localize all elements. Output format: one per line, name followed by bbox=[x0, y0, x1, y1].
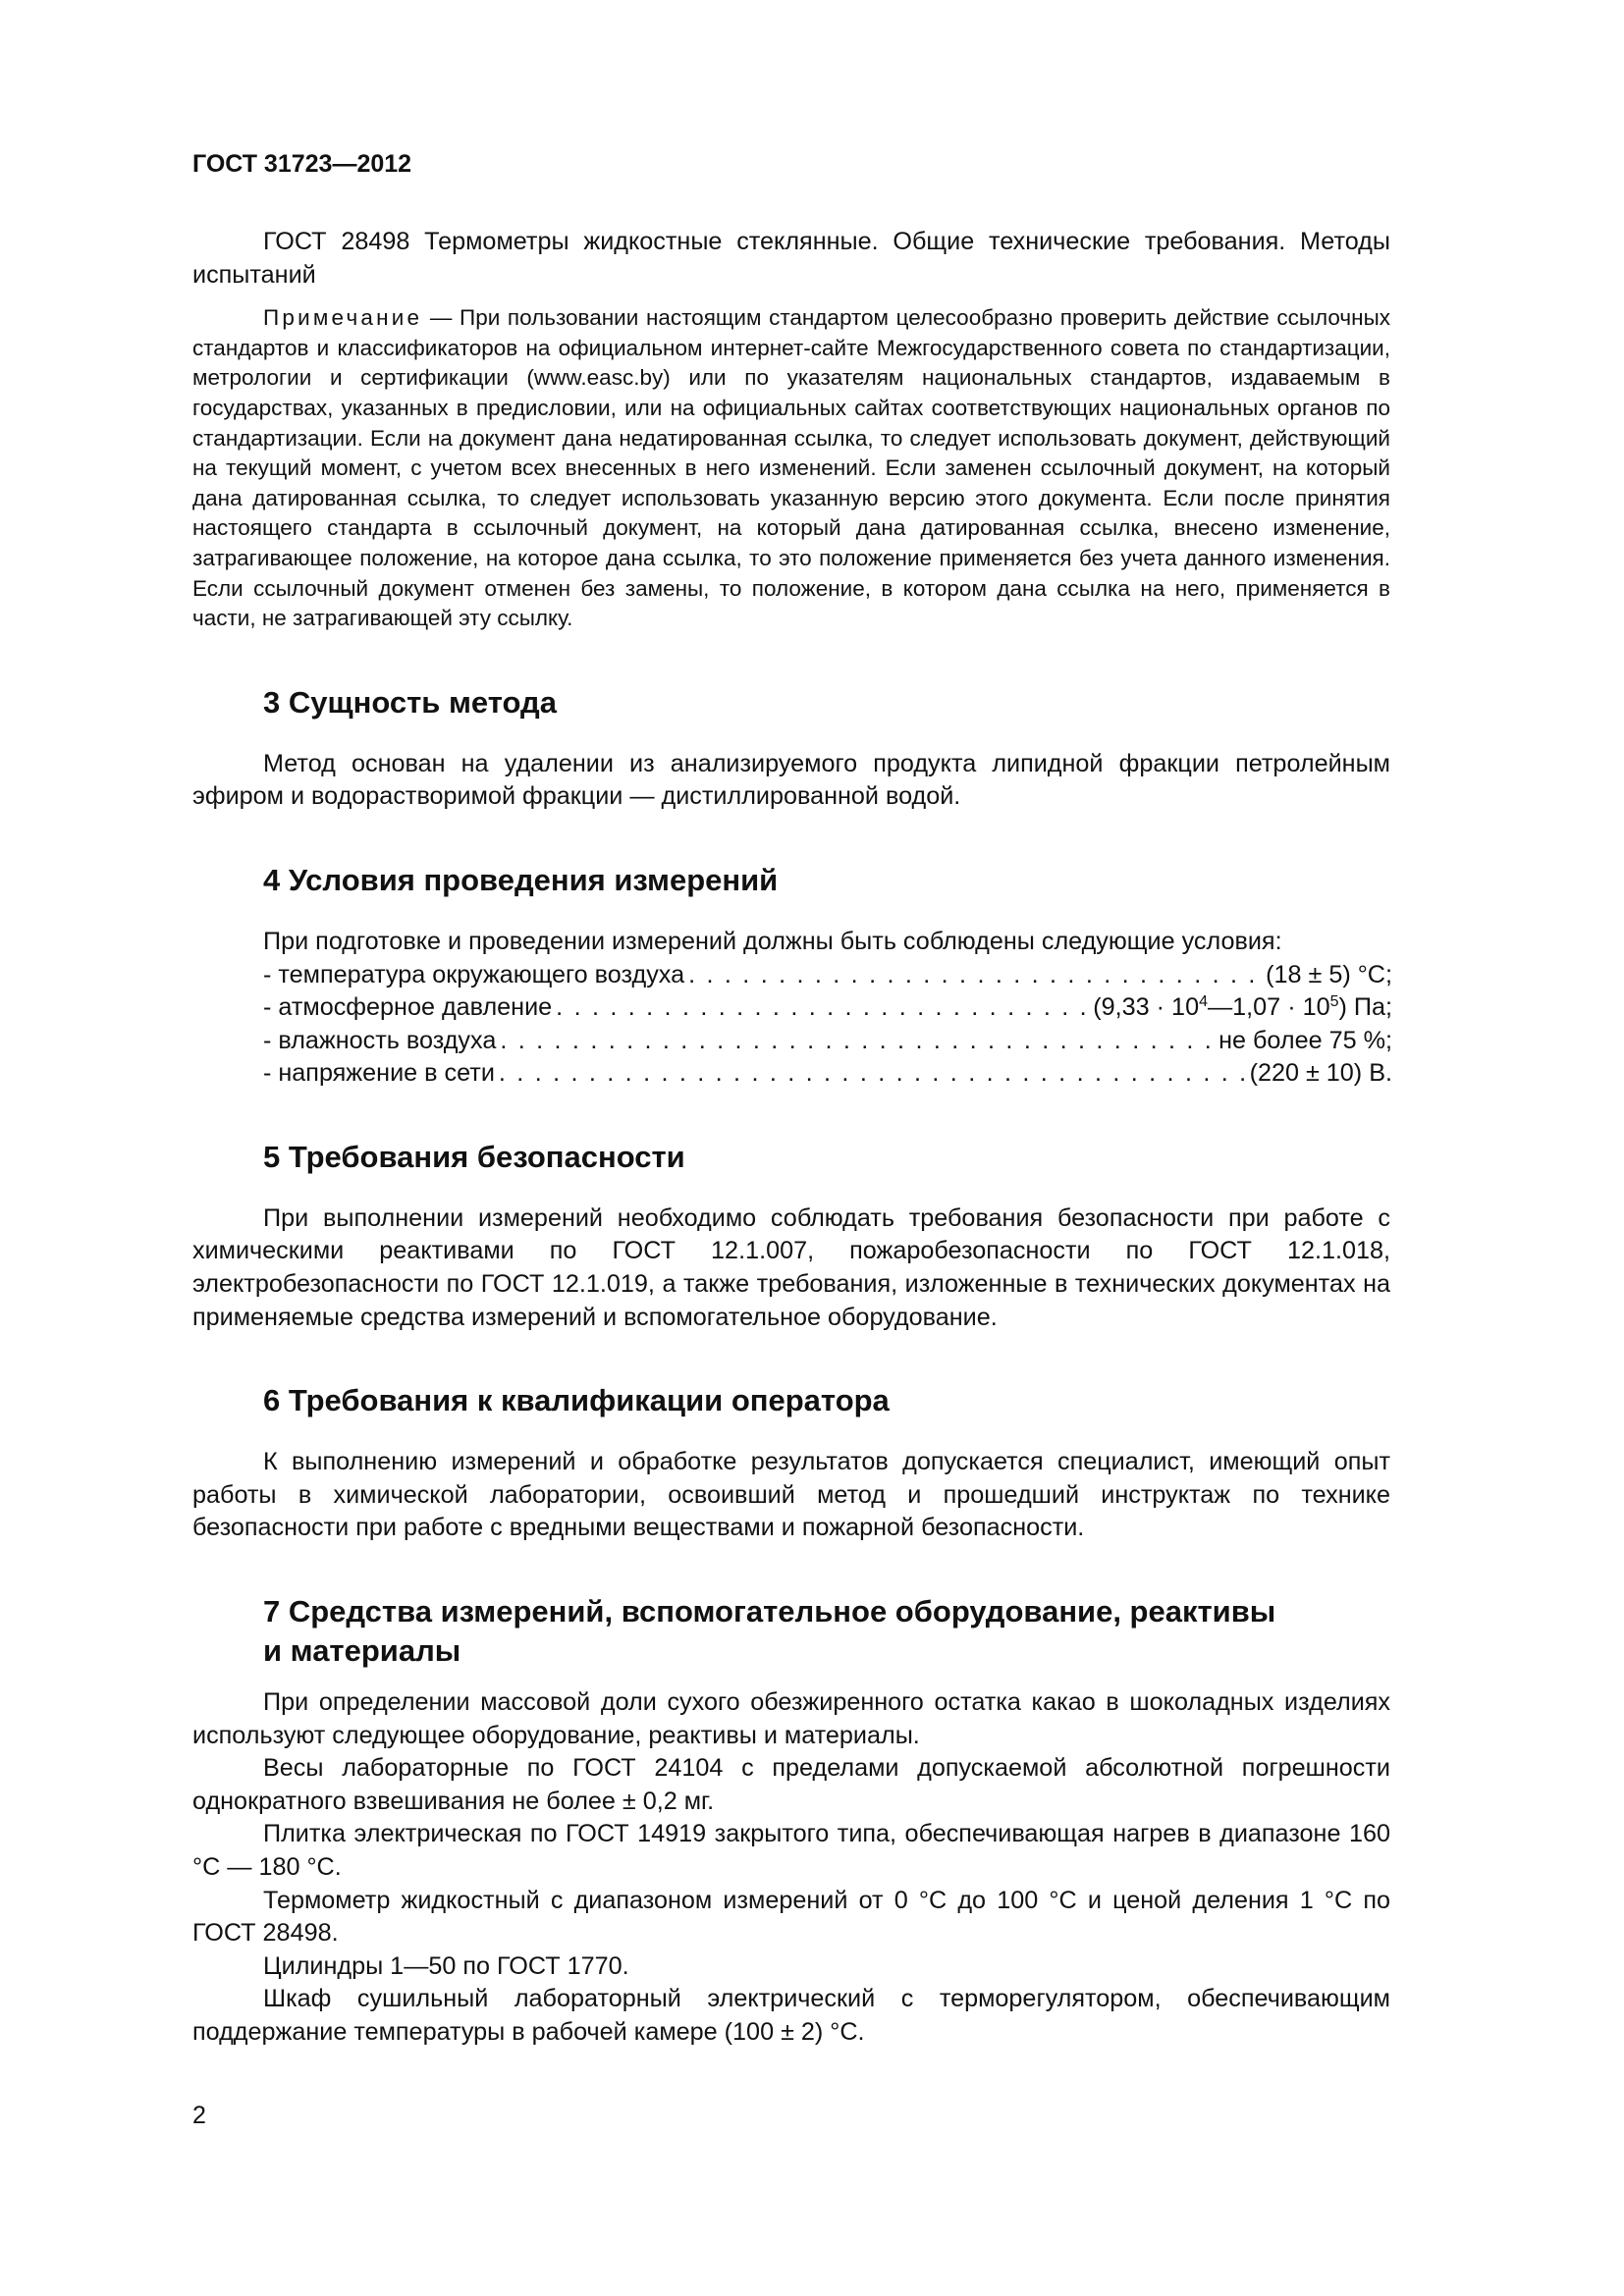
condition-value: $(9,33 \cdot 10^4—1,07 \cdot 10^5)$ Па; bbox=[1093, 993, 1392, 1022]
section-5-text: При выполнении измерений необходимо соблюдать требования безопасности при работе с химическими реактивами по ГОСТ 12.1.007, пожаробезопасности по ГОСТ 12.1.018, электробезопасности по ГОСТ 12.1.019, а также требования, изложенные в технических документах на применяемые средства измерений и вспомогательное оборудование. bbox=[192, 1203, 1390, 1331]
page-number: 2 bbox=[192, 2102, 206, 2129]
condition-label: - температура окружающего воздуха bbox=[263, 960, 685, 988]
section-7-paragraph: Термометр жидкостный с диапазоном измерений от 0 °С до 100 °С и ценой деления 1 °С по ГОСТ 28498. bbox=[192, 1886, 1390, 1948]
section-7-paragraph: Плитка электрическая по ГОСТ 14919 закрытого типа, обеспечивающая нагрев в диапазоне 160 °С — 180 °С. bbox=[192, 1820, 1390, 1881]
section-7-paragraph: При определении массовой доли сухого обезжиренного остатка какао в шоколадных изделиях используют следующее оборудование, реактивы и материалы. bbox=[192, 1688, 1390, 1749]
dot-leader bbox=[552, 991, 1093, 1025]
conditions-intro: При подготовке и проведении измерений должны быть соблюдены следующие условия: bbox=[263, 927, 1282, 955]
condition-label: - атмосферное давление bbox=[263, 993, 553, 1022]
dot-leader bbox=[495, 1057, 1250, 1091]
condition-voltage bbox=[263, 1057, 1392, 1091]
section-7-paragraph: Весы лабораторные по ГОСТ 24104 с пределами допускаемой абсолютной погрешности однократного взвешивания не более ± 0,2 мг. bbox=[192, 1754, 1390, 1815]
condition-value: не более 75 %; bbox=[1218, 1026, 1392, 1054]
condition-value: (18 ± 5) °С; bbox=[1266, 960, 1392, 988]
note-text: При пользовании настоящим стандартом целесообразно проверить действие ссылочных стандартов и классификаторов на официальном интернет-сайте Межгосударственного совета по стандартизации, метрологии и сертификации (www.easc.by) или по указателям национальных стандартов, издаваемым в государствах, указанных в предисловии, или на официальных сайтах соответствующих национальных органов по стандартизации. Если на документ дана недатированная ссылка, то следует использовать документ, действующий на текущий момент, с учетом всех внесенных в него изменений. Если заменен ссылочный документ, на который дана датированная ссылка, то следует использовать указанную версию этого документа. Если после принятия настоящего стандарта в ссылочный документ, на который дана датированная ссылка, внесено изменение, затрагивающее положение, на которое дана ссылка, то это положение применяется без учета данного изменения. Если ссылочный документ отменен без замены, то положение, в котором дана ссылка на него, применяется в части, не затрагивающей эту ссылку. bbox=[192, 305, 1390, 631]
reference-gost-28498: ГОСТ 28498 Термометры жидкостные стеклянные. Общие технические требования. Методы испытаний bbox=[192, 228, 1390, 289]
note-block bbox=[192, 303, 1390, 634]
section-5-title: 5 Требования безопасности bbox=[263, 1139, 685, 1174]
section-7-paragraph: Цилиндры 1—50 по ГОСТ 1770. bbox=[263, 1951, 629, 1980]
section-6-title: 6 Требования к квалификации оператора bbox=[263, 1383, 890, 1418]
conditions-list bbox=[192, 926, 1390, 1091]
section-7-title: 7 Средства измерений, вспомогательное оборудование, реактивы и материалы bbox=[263, 1594, 1276, 1669]
running-header: ГОСТ 31723—2012 bbox=[192, 150, 412, 178]
section-7-paragraph: Шкаф сушильный лабораторный электрический с терморегулятором, обеспечивающим поддержание температуры в рабочей камере (100 ± 2) °С. bbox=[192, 1985, 1390, 2046]
condition-pressure bbox=[263, 991, 1392, 1025]
note-label: Примечание bbox=[263, 305, 423, 331]
section-3-title: 3 Сущность метода bbox=[263, 684, 557, 720]
note-dash: — bbox=[422, 305, 460, 331]
section-6-text: К выполнению измерений и обработке результатов допускается специалист, имеющий опыт работы в химической лаборатории, освоивший метод и прошедший инструктаж по технике безопасности при работе с вредными веществами и пожарной безопасности. bbox=[192, 1448, 1390, 1542]
dot-leader bbox=[496, 1025, 1218, 1058]
condition-label: - напряжение в сети bbox=[263, 1059, 495, 1088]
page-content bbox=[192, 226, 1390, 2050]
condition-label: - влажность воздуха bbox=[263, 1026, 497, 1054]
condition-temperature bbox=[263, 959, 1392, 992]
condition-humidity bbox=[263, 1025, 1392, 1058]
dot-leader bbox=[684, 959, 1266, 992]
section-3-text: Метод основан на удалении из анализируемого продукта липидной фракции петролейным эфиром и водорастворимой фракции — дистиллированной водой. bbox=[192, 749, 1390, 811]
condition-value: (220 ± 10) В. bbox=[1249, 1059, 1392, 1088]
section-4-title: 4 Условия проведения измерений bbox=[263, 862, 779, 897]
